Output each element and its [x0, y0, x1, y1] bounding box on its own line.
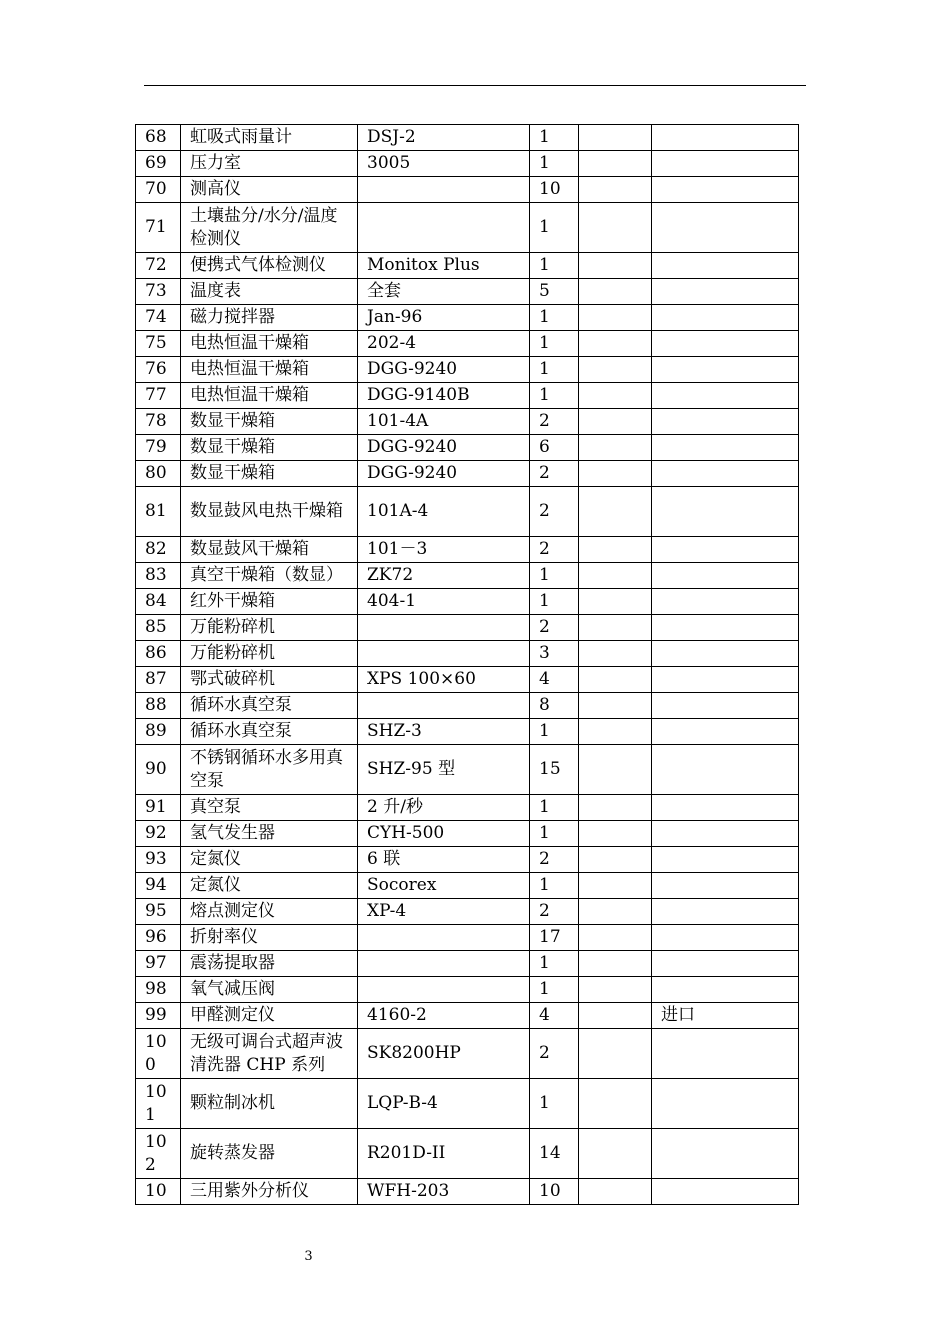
equipment-name-cell: 鄂式破碎机	[181, 667, 358, 693]
table-row	[136, 589, 799, 615]
blank-cell	[579, 693, 652, 719]
quantity-cell: 1	[530, 125, 579, 151]
remark-cell	[652, 977, 799, 1003]
model-cell: 3005	[358, 151, 530, 177]
blank-cell	[579, 383, 652, 409]
table-row	[136, 435, 799, 461]
equipment-name-cell: 颗粒制冰机	[181, 1079, 358, 1129]
quantity-cell: 1	[530, 821, 579, 847]
table-row	[136, 795, 799, 821]
remark-cell	[652, 589, 799, 615]
quantity-cell: 1	[530, 1079, 579, 1129]
blank-cell	[579, 847, 652, 873]
blank-cell	[579, 461, 652, 487]
blank-cell	[579, 1079, 652, 1129]
table-row	[136, 253, 799, 279]
table-row	[136, 125, 799, 151]
equipment-name-cell: 氢气发生器	[181, 821, 358, 847]
table-row	[136, 331, 799, 357]
table-row	[136, 1179, 799, 1205]
quantity-cell: 2	[530, 615, 579, 641]
table-row	[136, 305, 799, 331]
remark-cell	[652, 383, 799, 409]
blank-cell	[579, 409, 652, 435]
quantity-cell: 17	[530, 925, 579, 951]
row-number-cell: 96	[136, 925, 181, 951]
quantity-cell: 1	[530, 357, 579, 383]
model-cell: Jan-96	[358, 305, 530, 331]
quantity-cell: 2	[530, 899, 579, 925]
remark-cell	[652, 1029, 799, 1079]
quantity-cell: 1	[530, 203, 579, 253]
quantity-cell: 3	[530, 641, 579, 667]
equipment-name-cell: 真空干燥箱（数显）	[181, 563, 358, 589]
remark-cell	[652, 537, 799, 563]
table-row	[136, 667, 799, 693]
remark-cell	[652, 873, 799, 899]
remark-cell	[652, 745, 799, 795]
remark-cell	[652, 1179, 799, 1205]
equipment-name-cell: 旋转蒸发器	[181, 1129, 358, 1179]
equipment-name-cell: 虹吸式雨量计	[181, 125, 358, 151]
table-row	[136, 383, 799, 409]
row-number-cell: 92	[136, 821, 181, 847]
model-cell: 4160-2	[358, 1003, 530, 1029]
model-cell: SK8200HP	[358, 1029, 530, 1079]
quantity-cell: 1	[530, 589, 579, 615]
blank-cell	[579, 795, 652, 821]
model-cell	[358, 641, 530, 667]
row-number-cell: 10 0	[136, 1029, 181, 1079]
row-number-cell: 77	[136, 383, 181, 409]
row-number-cell: 99	[136, 1003, 181, 1029]
quantity-cell: 1	[530, 151, 579, 177]
quantity-cell: 1	[530, 795, 579, 821]
remark-cell	[652, 487, 799, 537]
remark-cell	[652, 253, 799, 279]
equipment-name-cell: 循环水真空泵	[181, 719, 358, 745]
model-cell	[358, 693, 530, 719]
table-row	[136, 847, 799, 873]
blank-cell	[579, 719, 652, 745]
model-cell	[358, 177, 530, 203]
table-row	[136, 151, 799, 177]
remark-cell	[652, 125, 799, 151]
blank-cell	[579, 1029, 652, 1079]
model-cell: Socorex	[358, 873, 530, 899]
blank-cell	[579, 1179, 652, 1205]
model-cell: SHZ-95 型	[358, 745, 530, 795]
quantity-cell: 4	[530, 667, 579, 693]
table-row	[136, 357, 799, 383]
model-cell	[358, 925, 530, 951]
remark-cell	[652, 563, 799, 589]
row-number-cell: 78	[136, 409, 181, 435]
remark-cell	[652, 615, 799, 641]
quantity-cell: 6	[530, 435, 579, 461]
equipment-table-body	[136, 125, 799, 1205]
quantity-cell: 1	[530, 331, 579, 357]
remark-cell	[652, 1079, 799, 1129]
row-number-cell: 10	[136, 1179, 181, 1205]
table-row	[136, 873, 799, 899]
model-cell: 101-4A	[358, 409, 530, 435]
table-row	[136, 977, 799, 1003]
quantity-cell: 4	[530, 1003, 579, 1029]
remark-cell	[652, 795, 799, 821]
blank-cell	[579, 873, 652, 899]
table-row	[136, 899, 799, 925]
table-row	[136, 279, 799, 305]
equipment-name-cell: 便携式气体检测仪	[181, 253, 358, 279]
row-number-cell: 95	[136, 899, 181, 925]
table-row	[136, 719, 799, 745]
blank-cell	[579, 537, 652, 563]
equipment-table	[135, 124, 799, 1205]
remark-cell: 进口	[652, 1003, 799, 1029]
quantity-cell: 1	[530, 305, 579, 331]
remark-cell	[652, 719, 799, 745]
blank-cell	[579, 951, 652, 977]
table-row	[136, 563, 799, 589]
row-number-cell: 93	[136, 847, 181, 873]
equipment-name-cell: 震荡提取器	[181, 951, 358, 977]
row-number-cell: 91	[136, 795, 181, 821]
model-cell: 101－3	[358, 537, 530, 563]
remark-cell	[652, 435, 799, 461]
quantity-cell: 1	[530, 873, 579, 899]
equipment-name-cell: 测高仪	[181, 177, 358, 203]
equipment-name-cell: 万能粉碎机	[181, 641, 358, 667]
table-row	[136, 1129, 799, 1179]
row-number-cell: 86	[136, 641, 181, 667]
blank-cell	[579, 925, 652, 951]
quantity-cell: 10	[530, 1179, 579, 1205]
quantity-cell: 14	[530, 1129, 579, 1179]
remark-cell	[652, 305, 799, 331]
model-cell: LQP-B-4	[358, 1079, 530, 1129]
quantity-cell: 1	[530, 253, 579, 279]
row-number-cell: 80	[136, 461, 181, 487]
quantity-cell: 1	[530, 951, 579, 977]
blank-cell	[579, 487, 652, 537]
equipment-name-cell: 电热恒温干燥箱	[181, 331, 358, 357]
table-row	[136, 537, 799, 563]
remark-cell	[652, 641, 799, 667]
model-cell: 全套	[358, 279, 530, 305]
quantity-cell: 2	[530, 487, 579, 537]
blank-cell	[579, 177, 652, 203]
table-row	[136, 951, 799, 977]
blank-cell	[579, 253, 652, 279]
row-number-cell: 68	[136, 125, 181, 151]
model-cell: XPS 100×60	[358, 667, 530, 693]
remark-cell	[652, 1129, 799, 1179]
model-cell: DGG-9140B	[358, 383, 530, 409]
row-number-cell: 79	[136, 435, 181, 461]
blank-cell	[579, 589, 652, 615]
quantity-cell: 2	[530, 1029, 579, 1079]
table-row	[136, 409, 799, 435]
row-number-cell: 89	[136, 719, 181, 745]
quantity-cell: 1	[530, 977, 579, 1003]
quantity-cell: 1	[530, 383, 579, 409]
quantity-cell: 5	[530, 279, 579, 305]
remark-cell	[652, 203, 799, 253]
blank-cell	[579, 899, 652, 925]
blank-cell	[579, 357, 652, 383]
row-number-cell: 69	[136, 151, 181, 177]
equipment-name-cell: 土壤盐分/水分/温度检测仪	[181, 203, 358, 253]
equipment-name-cell: 数显鼓风电热干燥箱	[181, 487, 358, 537]
row-number-cell: 74	[136, 305, 181, 331]
equipment-name-cell: 数显干燥箱	[181, 409, 358, 435]
equipment-name-cell: 磁力搅拌器	[181, 305, 358, 331]
row-number-cell: 98	[136, 977, 181, 1003]
blank-cell	[579, 1129, 652, 1179]
quantity-cell: 10	[530, 177, 579, 203]
model-cell: 202-4	[358, 331, 530, 357]
model-cell	[358, 977, 530, 1003]
quantity-cell: 2	[530, 409, 579, 435]
blank-cell	[579, 615, 652, 641]
table-row	[136, 461, 799, 487]
header-rule	[144, 85, 806, 86]
equipment-name-cell: 数显鼓风干燥箱	[181, 537, 358, 563]
row-number-cell: 83	[136, 563, 181, 589]
blank-cell	[579, 203, 652, 253]
quantity-cell: 2	[530, 537, 579, 563]
blank-cell	[579, 1003, 652, 1029]
equipment-name-cell: 无级可调台式超声波清洗器 CHP 系列	[181, 1029, 358, 1079]
equipment-name-cell: 氧气减压阀	[181, 977, 358, 1003]
row-number-cell: 73	[136, 279, 181, 305]
blank-cell	[579, 641, 652, 667]
model-cell: DGG-9240	[358, 461, 530, 487]
table-row	[136, 821, 799, 847]
table-row	[136, 177, 799, 203]
table-row	[136, 615, 799, 641]
remark-cell	[652, 279, 799, 305]
blank-cell	[579, 563, 652, 589]
row-number-cell: 90	[136, 745, 181, 795]
remark-cell	[652, 821, 799, 847]
equipment-name-cell: 电热恒温干燥箱	[181, 383, 358, 409]
remark-cell	[652, 331, 799, 357]
equipment-name-cell: 温度表	[181, 279, 358, 305]
quantity-cell: 2	[530, 847, 579, 873]
equipment-name-cell: 折射率仪	[181, 925, 358, 951]
remark-cell	[652, 461, 799, 487]
model-cell: R201D-II	[358, 1129, 530, 1179]
table-row	[136, 487, 799, 537]
remark-cell	[652, 667, 799, 693]
model-cell: WFH-203	[358, 1179, 530, 1205]
quantity-cell: 2	[530, 461, 579, 487]
blank-cell	[579, 151, 652, 177]
quantity-cell: 1	[530, 719, 579, 745]
remark-cell	[652, 357, 799, 383]
remark-cell	[652, 951, 799, 977]
remark-cell	[652, 847, 799, 873]
row-number-cell: 97	[136, 951, 181, 977]
row-number-cell: 94	[136, 873, 181, 899]
equipment-name-cell: 万能粉碎机	[181, 615, 358, 641]
row-number-cell: 10 1	[136, 1079, 181, 1129]
table-row	[136, 925, 799, 951]
table-row	[136, 641, 799, 667]
model-cell: SHZ-3	[358, 719, 530, 745]
table-row	[136, 1003, 799, 1029]
quantity-cell: 1	[530, 563, 579, 589]
table-row	[136, 745, 799, 795]
blank-cell	[579, 667, 652, 693]
remark-cell	[652, 925, 799, 951]
model-cell	[358, 951, 530, 977]
model-cell: 2 升/秒	[358, 795, 530, 821]
blank-cell	[579, 745, 652, 795]
row-number-cell: 87	[136, 667, 181, 693]
table-row	[136, 693, 799, 719]
equipment-name-cell: 电热恒温干燥箱	[181, 357, 358, 383]
model-cell: XP-4	[358, 899, 530, 925]
page-number: 3	[304, 1249, 313, 1264]
remark-cell	[652, 409, 799, 435]
equipment-name-cell: 定氮仪	[181, 847, 358, 873]
remark-cell	[652, 899, 799, 925]
row-number-cell: 71	[136, 203, 181, 253]
remark-cell	[652, 177, 799, 203]
equipment-name-cell: 熔点测定仪	[181, 899, 358, 925]
model-cell: 101A-4	[358, 487, 530, 537]
row-number-cell: 84	[136, 589, 181, 615]
row-number-cell: 81	[136, 487, 181, 537]
remark-cell	[652, 693, 799, 719]
model-cell	[358, 203, 530, 253]
row-number-cell: 85	[136, 615, 181, 641]
row-number-cell: 88	[136, 693, 181, 719]
blank-cell	[579, 279, 652, 305]
row-number-cell: 72	[136, 253, 181, 279]
blank-cell	[579, 435, 652, 461]
blank-cell	[579, 305, 652, 331]
blank-cell	[579, 125, 652, 151]
equipment-name-cell: 压力室	[181, 151, 358, 177]
model-cell: DGG-9240	[358, 357, 530, 383]
model-cell	[358, 615, 530, 641]
equipment-name-cell: 甲醛测定仪	[181, 1003, 358, 1029]
row-number-cell: 10 2	[136, 1129, 181, 1179]
blank-cell	[579, 331, 652, 357]
quantity-cell: 8	[530, 693, 579, 719]
remark-cell	[652, 151, 799, 177]
model-cell: DSJ-2	[358, 125, 530, 151]
quantity-cell: 15	[530, 745, 579, 795]
model-cell: 404-1	[358, 589, 530, 615]
equipment-name-cell: 数显干燥箱	[181, 435, 358, 461]
equipment-name-cell: 真空泵	[181, 795, 358, 821]
blank-cell	[579, 821, 652, 847]
table-row	[136, 1029, 799, 1079]
table-row	[136, 203, 799, 253]
equipment-name-cell: 定氮仪	[181, 873, 358, 899]
model-cell: ZK72	[358, 563, 530, 589]
equipment-name-cell: 不锈钢循环水多用真空泵	[181, 745, 358, 795]
model-cell: CYH-500	[358, 821, 530, 847]
row-number-cell: 75	[136, 331, 181, 357]
equipment-name-cell: 循环水真空泵	[181, 693, 358, 719]
model-cell: Monitox Plus	[358, 253, 530, 279]
row-number-cell: 70	[136, 177, 181, 203]
blank-cell	[579, 977, 652, 1003]
equipment-name-cell: 数显干燥箱	[181, 461, 358, 487]
model-cell: DGG-9240	[358, 435, 530, 461]
table-row	[136, 1079, 799, 1129]
row-number-cell: 82	[136, 537, 181, 563]
model-cell: 6 联	[358, 847, 530, 873]
equipment-name-cell: 三用紫外分析仪	[181, 1179, 358, 1205]
equipment-name-cell: 红外干燥箱	[181, 589, 358, 615]
row-number-cell: 76	[136, 357, 181, 383]
